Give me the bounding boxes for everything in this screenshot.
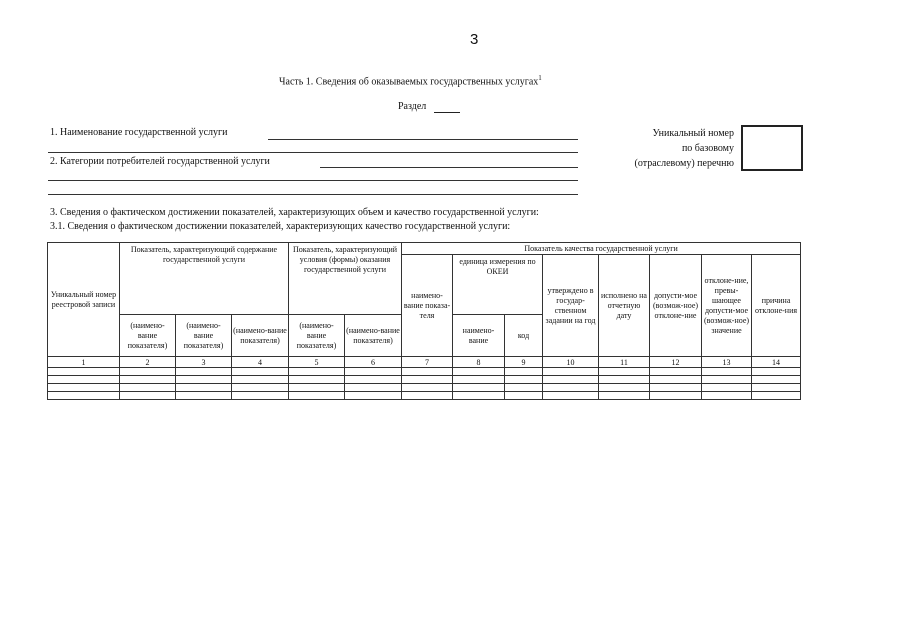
part-title-text: Часть 1. Сведения об оказываемых государственных услугах [279,76,539,88]
column-number: 8 [453,357,505,368]
column-number: 7 [402,357,453,368]
unique-number-label-line: по базовому [681,143,734,154]
column-number: 1 [48,357,120,368]
unique-number-label-line: Уникальный номер [652,128,734,139]
footnote-marker: 1 [538,74,542,82]
page-number: 3 [470,31,479,48]
header-unit-code: код [505,315,543,357]
header-unit-okei: единица измерения по ОКЕИ [453,255,543,315]
header-sub-indicator-name: (наимено-вание показателя) [120,315,176,357]
section-number-blank[interactable] [434,112,460,113]
service-name-line[interactable] [268,139,578,140]
column-number: 14 [752,357,801,368]
column-number: 2 [120,357,176,368]
header-deviation-reason: причина отклоне-ния [752,255,801,357]
column-number: 11 [599,357,650,368]
table-row [48,384,801,392]
header-quality-indicator: Показатель качества государственной услуги [402,243,801,255]
consumer-categories-label: 2. Категории потребителей государственной услуги [50,156,270,167]
header-sub-indicator-name: (наимено-вание показателя) [289,315,345,357]
table-row [48,368,801,376]
section-3-heading: 3. Сведения о фактическом достижении показателей, характеризующих объем и качество государственной услуги: [50,207,539,218]
table-row [48,392,801,400]
header-conditions-indicator: Показатель, характеризующий условия (формы) оказания государственной услуги [289,243,402,315]
header-unit-name: наимено-вание [453,315,505,357]
part-title [279,74,542,87]
header-sub-indicator-name: (наимено-вание показателя) [176,315,232,357]
header-indicator-name: наимено-вание показа-теля [402,255,453,357]
header-approved: утверждено в государ-ственном задании на год [543,255,599,357]
column-number: 9 [505,357,543,368]
column-number: 4 [232,357,289,368]
header-allowed-deviation: допусти-мое (возмож-ное) отклоне-ние [650,255,702,357]
service-name-line-2[interactable] [48,152,578,153]
column-number: 6 [345,357,402,368]
unique-number-label-line: (отраслевому) перечню [634,158,734,169]
header-exceeding-deviation: отклоне-ние, превы-шающее допусти-мое (возмож-ное) значение [702,255,752,357]
service-name-label: 1. Наименование государственной услуги [50,127,228,138]
column-number: 5 [289,357,345,368]
header-sub-indicator-name: (наимено-вание показателя) [345,315,402,357]
header-content-indicator: Показатель, характеризующий содержание государственной услуги [120,243,289,315]
consumer-categories-line-2[interactable] [48,180,578,181]
header-sub-indicator-name: (наимено-вание показателя) [232,315,289,357]
consumer-categories-line[interactable] [320,167,578,168]
consumer-categories-line-3[interactable] [48,194,578,195]
column-number: 12 [650,357,702,368]
column-number: 10 [543,357,599,368]
header-executed: исполнено на отчетную дату [599,255,650,357]
header-registry-number: Уникальный номер реестровой записи [48,243,120,357]
column-numbers-row [48,357,801,368]
unique-number-box[interactable] [741,125,803,171]
section-label: Раздел [398,101,427,112]
unique-number-label [594,126,734,171]
column-number: 13 [702,357,752,368]
column-number: 3 [176,357,232,368]
quality-indicators-table [47,242,801,400]
section-3-1-heading: 3.1. Сведения о фактическом достижении показателей, характеризующих качество государственной услуги: [50,221,511,232]
table-row [48,376,801,384]
